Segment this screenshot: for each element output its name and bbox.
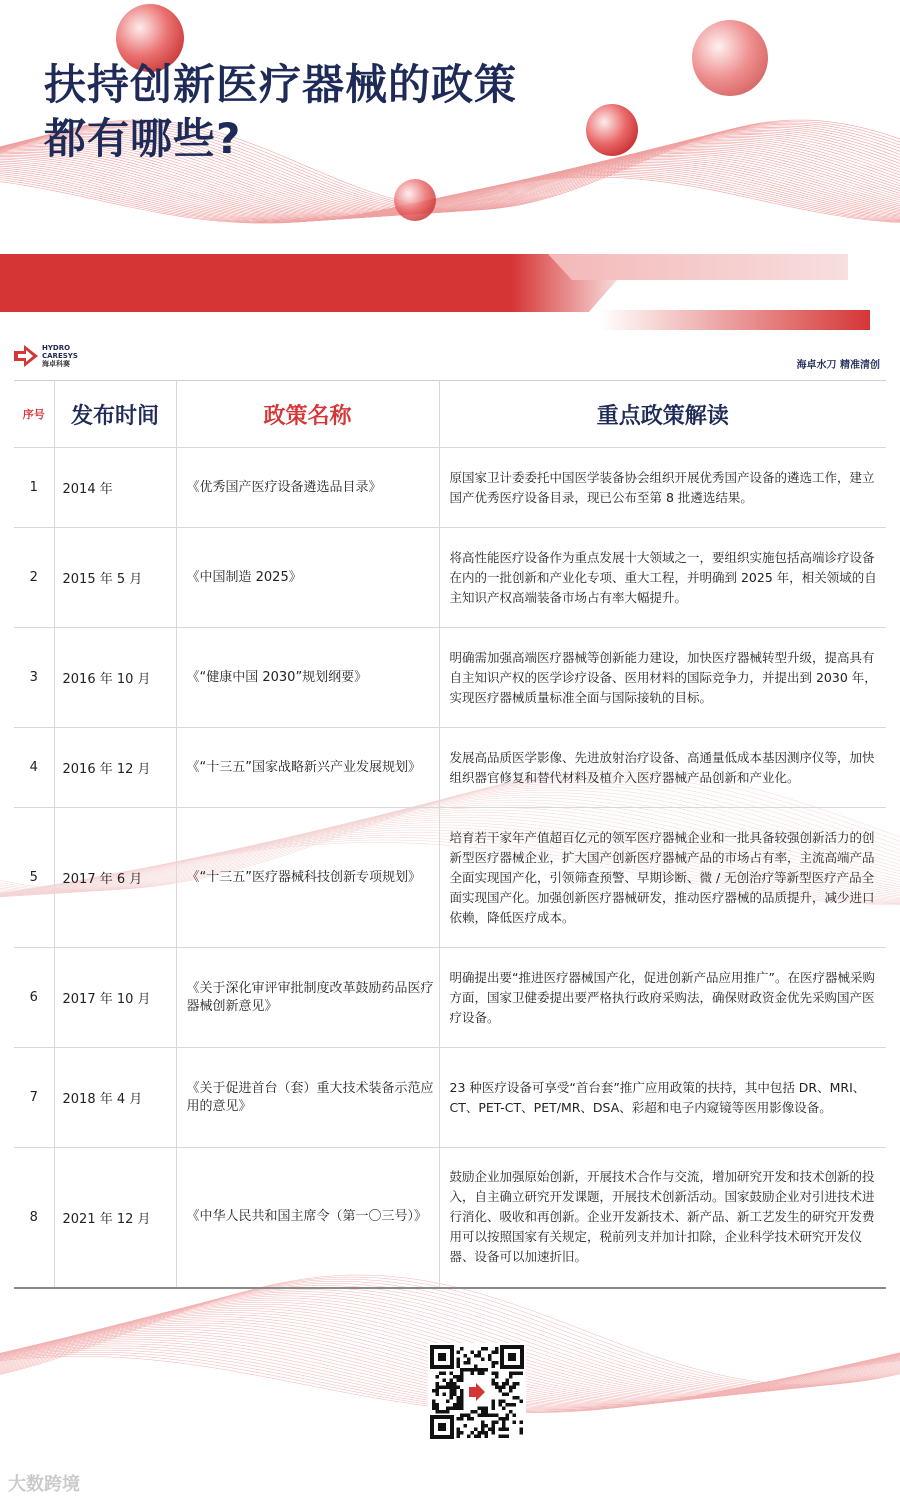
qr-module [478,1354,482,1358]
qr-module [495,1382,499,1386]
qr-module [481,1368,485,1372]
qr-module [481,1347,485,1351]
qr-module [436,1403,440,1407]
qr-module [467,1361,471,1365]
qr-module [492,1424,496,1428]
qr-module [492,1379,496,1383]
qr-module [481,1410,485,1414]
qr-module [506,1435,510,1439]
qr-module [460,1379,464,1383]
row-date: 2016 年 12 月 [54,728,176,808]
table-row [14,1048,886,1148]
qr-module [492,1351,496,1355]
title-line-2: 都有哪些? [44,114,242,163]
qr-module [481,1431,485,1435]
title-line-1: 扶持创新医疗器械的政策 [44,60,518,109]
qr-module [453,1393,457,1397]
row-description: 发展高品质医学影像、先进放射治疗设备、高通量低成本基因测序仪等，加快组织器官修复和替代材料及植介入医疗器械产品创新和产业化。 [439,728,886,808]
qr-module [464,1424,468,1428]
row-description: 将高性能医疗设备作为重点发展十大领域之一，要组织实施包括高端诊疗设备在内的一批创新和产业化专项、重大工程，并明确到 2025 年，相关领域的自主知识产权高端装备市场占有率大幅提升。 [439,528,886,628]
red-band-small [600,310,870,330]
qr-module [485,1414,489,1418]
qr-module [492,1400,496,1404]
qr-module [509,1410,513,1414]
qr-module [478,1407,482,1411]
brand-logo-text [42,344,78,368]
qr-module [460,1375,464,1379]
pink-band [548,254,848,280]
qr-code[interactable] [428,1343,526,1441]
logo-line-1: HYDRO [42,344,71,352]
qr-module [457,1386,461,1390]
qr-module [516,1382,520,1386]
qr-module [460,1417,464,1421]
qr-module [492,1382,496,1386]
qr-module [506,1393,510,1397]
qr-module [443,1393,447,1397]
qr-module [499,1428,503,1432]
qr-module [467,1358,471,1362]
qr-module [502,1382,506,1386]
row-policy-name: 《关于促进首台（套）重大技术装备示范应用的意见》 [176,1048,439,1148]
qr-module [457,1403,461,1407]
qr-module [495,1372,499,1376]
qr-module [457,1435,461,1439]
qr-module [457,1407,461,1411]
qr-module [464,1414,468,1418]
qr-module [481,1414,485,1418]
qr-module [506,1382,510,1386]
qr-module [450,1386,454,1390]
row-date: 2017 年 10 月 [54,948,176,1048]
qr-module [506,1417,510,1421]
qr-module [513,1396,517,1400]
qr-module [460,1403,464,1407]
row-no: 3 [14,628,54,728]
qr-module [495,1347,499,1351]
qr-module [436,1389,440,1393]
qr-module [520,1421,524,1425]
qr-module [460,1396,464,1400]
table-row [14,1148,886,1288]
qr-module [502,1386,506,1390]
qr-module [492,1428,496,1432]
qr-module [492,1372,496,1376]
qr-module [439,1386,443,1390]
qr-module [502,1417,506,1421]
qr-module [499,1435,503,1439]
qr-module [485,1435,489,1439]
qr-module [457,1358,461,1362]
qr-module [485,1424,489,1428]
table-row [14,448,886,528]
qr-module [506,1379,510,1383]
qr-module [516,1372,520,1376]
qr-module [460,1368,464,1372]
row-no: 6 [14,948,54,1048]
qr-module [502,1421,506,1425]
qr-module [509,1372,513,1376]
qr-module [467,1417,471,1421]
qr-module [443,1410,447,1414]
qr-module [471,1417,475,1421]
row-description: 明确需加强高端医疗器械等创新能力建设，加快医疗器械转型升级，提高具有自主知识产权的医学诊疗设备、医用材料的国际竞争力，并提出到 2030 年，实现医疗器械质量标准全面与国际接轨的目标。 [439,628,886,728]
qr-module [481,1358,485,1362]
qr-module [460,1414,464,1418]
qr-module [488,1428,492,1432]
qr-module [499,1400,503,1404]
row-no: 5 [14,808,54,948]
qr-module [436,1393,440,1397]
qr-module [457,1375,461,1379]
qr-module [450,1396,454,1400]
row-policy-name: 《中华人民共和国主席令（第一〇三号）》 [176,1148,439,1288]
watermark: 大数跨境 [8,1474,80,1495]
qr-module [520,1372,524,1376]
qr-module [509,1389,513,1393]
table-row [14,528,886,628]
row-policy-name: 《“十三五”医疗器械科技创新专项规划》 [176,808,439,948]
qr-module [453,1375,457,1379]
row-date: 2015 年 5 月 [54,528,176,628]
decor-ball-4 [394,179,436,221]
qr-module [492,1361,496,1365]
qr-module [492,1431,496,1435]
qr-module [485,1368,489,1372]
qr-module [436,1407,440,1411]
qr-module [513,1386,517,1390]
qr-module [432,1389,436,1393]
header-date: 发布时间 [54,381,176,448]
qr-module [495,1414,499,1418]
qr-module [450,1407,454,1411]
header-desc: 重点政策解读 [439,381,886,448]
qr-module [432,1403,436,1407]
qr-module [516,1396,520,1400]
qr-module [513,1421,517,1425]
row-description: 23 种医疗设备可享受“首台套”推广应用政策的扶持，其中包括 DR、MRI、CT、PET-CT、PET/MR、DSA、彩超和电子内窥镜等医用影像设备。 [439,1048,886,1148]
qr-module [439,1410,443,1414]
qr-module [478,1435,482,1439]
qr-module [443,1386,447,1390]
qr-module [453,1386,457,1390]
qr-module [509,1375,513,1379]
qr-module [520,1431,524,1435]
qr-module [450,1372,454,1376]
qr-module [474,1428,478,1432]
qr-module [474,1435,478,1439]
qr-module [502,1400,506,1404]
qr-module [450,1393,454,1397]
qr-module [439,1372,443,1376]
qr-module [492,1421,496,1425]
table-row [14,628,886,728]
row-description: 培育若干家年产值超百亿元的领军医疗器械企业和一批具备较强创新活力的创新型医疗器械企业，扩大国产创新医疗器械产品的市场占有率，主流高端产品全面实现国产化，引领筛查预警、早期诊断、微 / 无创治疗等新型医疗产品全面实现国产化。加强创新医疗器械研发，推动医疗器械的品质提升，减少进口依赖，降低医疗成本。 [439,808,886,948]
qr-module [520,1428,524,1432]
qr-module [453,1382,457,1386]
row-no: 4 [14,728,54,808]
row-policy-name: 《关于深化审评审批制度改革鼓励药品医疗器械创新意见》 [176,948,439,1048]
row-date: 2018 年 4 月 [54,1048,176,1148]
policy-table [14,380,886,1289]
row-date: 2017 年 6 月 [54,808,176,948]
qr-module [499,1389,503,1393]
qr-module [450,1389,454,1393]
qr-module [513,1414,517,1418]
qr-module [488,1414,492,1418]
qr-module [513,1372,517,1376]
qr-module [485,1347,489,1351]
qr-module [495,1375,499,1379]
qr-module [492,1407,496,1411]
qr-module [436,1386,440,1390]
qr-module [520,1400,524,1404]
qr-module [495,1386,499,1390]
qr-module [432,1400,436,1404]
qr-module [467,1368,471,1372]
qr-module [443,1379,447,1383]
qr-module [502,1424,506,1428]
qr-module [481,1421,485,1425]
qr-module [471,1351,475,1355]
qr-module [464,1361,468,1365]
qr-module [513,1403,517,1407]
qr-module [436,1375,440,1379]
row-policy-name: 《“健康中国 2030”规划纲要》 [176,628,439,728]
qr-module [460,1347,464,1351]
table-row [14,808,886,948]
qr-module [509,1403,513,1407]
qr-module [474,1354,478,1358]
table-row [14,948,886,1048]
qr-module [436,1382,440,1386]
brand-slogan: 海卓水刀 精准清创 [796,360,880,371]
qr-module [485,1410,489,1414]
red-band [0,254,640,312]
qr-module [495,1361,499,1365]
qr-module [446,1410,450,1414]
qr-module [446,1407,450,1411]
qr-module [457,1428,461,1432]
qr-module [478,1368,482,1372]
qr-module [446,1382,450,1386]
row-description: 鼓励企业加强原始创新，开展技术合作与交流，增加研究开发和技术创新的投入，自主确立研究开发课题，开展技术创新活动。国家鼓励企业对引进技术进行消化、吸收和再创新。企业开发新技术、新产品、新工艺发生的研究开发费用可以按照国家有关规定，税前列支并加计扣除，企业科学技术研究开发仪器、设备可以加速折旧。 [439,1148,886,1288]
qr-module [481,1407,485,1411]
qr-module [478,1372,482,1376]
qr-module [457,1431,461,1435]
qr-module [478,1414,482,1418]
row-policy-name: 《优秀国产医疗设备遴选品目录》 [176,448,439,528]
row-date: 2021 年 12 月 [54,1148,176,1288]
row-policy-name: 《“十三五”国家战略新兴产业发展规划》 [176,728,439,808]
qr-module [464,1368,468,1372]
qr-module [432,1407,436,1411]
qr-module [453,1407,457,1411]
page-title [44,58,644,166]
qr-module [488,1354,492,1358]
qr-module [467,1414,471,1418]
qr-module [460,1431,464,1435]
qr-module [450,1382,454,1386]
qr-module [460,1407,464,1411]
row-no: 1 [14,448,54,528]
qr-module [471,1410,475,1414]
qr-module [457,1396,461,1400]
qr-module [481,1428,485,1432]
qr-module [464,1354,468,1358]
qr-module [457,1400,461,1404]
qr-module [474,1365,478,1369]
qr-module [460,1389,464,1393]
qr-module [457,1417,461,1421]
qr-module [499,1403,503,1407]
qr-module [436,1410,440,1414]
qr-module [513,1382,517,1386]
qr-module [492,1414,496,1418]
qr-module [492,1403,496,1407]
qr-module [457,1365,461,1369]
qr-module [478,1351,482,1355]
qr-module [488,1358,492,1362]
qr-module [478,1431,482,1435]
qr-module [474,1410,478,1414]
qr-module [495,1351,499,1355]
table-row [14,728,886,808]
qr-module [457,1379,461,1383]
row-no: 7 [14,1048,54,1148]
wave-line [0,167,900,221]
logo-line-2: CARESYS [42,352,78,360]
qr-module [502,1428,506,1432]
decor-ball-2 [692,20,768,96]
qr-module [506,1428,510,1432]
qr-module [460,1372,464,1376]
qr-module [502,1435,506,1439]
qr-module [457,1351,461,1355]
qr-module [492,1365,496,1369]
row-policy-name: 《中国制造 2025》 [176,528,439,628]
table-header-row [14,381,886,448]
row-date: 2016 年 10 月 [54,628,176,728]
qr-module [446,1386,450,1390]
logo-icon [14,345,38,367]
qr-module [502,1407,506,1411]
qr-module [502,1393,506,1397]
qr-module [474,1368,478,1372]
qr-module [481,1424,485,1428]
logo-cn: 海卓科赛 [42,360,70,368]
qr-module [450,1379,454,1383]
qr-module [509,1386,513,1390]
qr-module [506,1414,510,1418]
qr-module [481,1372,485,1376]
qr-module [443,1372,447,1376]
qr-module [471,1368,475,1372]
qr-module [485,1431,489,1435]
qr-module [471,1431,475,1435]
header-no: 序号 [14,381,54,448]
qr-module [499,1417,503,1421]
qr-module [453,1403,457,1407]
row-description: 原国家卫计委委托中国医学装备协会组织开展优秀国产设备的遴选工作，建立国产优秀医疗设备目录，现已公布至第 8 批遴选结果。 [439,448,886,528]
qr-module [453,1389,457,1393]
qr-module [457,1361,461,1365]
qr-module [485,1407,489,1411]
qr-module [446,1400,450,1404]
qr-module [460,1400,464,1404]
row-no: 8 [14,1148,54,1288]
qr-module [499,1386,503,1390]
qr-module [471,1372,475,1376]
row-no: 2 [14,528,54,628]
qr-module [495,1421,499,1425]
qr-module [467,1435,471,1439]
qr-module [506,1403,510,1407]
header-name: 政策名称 [176,381,439,448]
qr-module [460,1393,464,1397]
row-date: 2014 年 [54,448,176,528]
row-description: 明确提出要“推进医疗器械国产化，促进创新产品应用推广”。在医疗器械采购方面，国家卫健委提出要严格执行政府采购法，确保财政资金优先采购国产医疗设备。 [439,948,886,1048]
